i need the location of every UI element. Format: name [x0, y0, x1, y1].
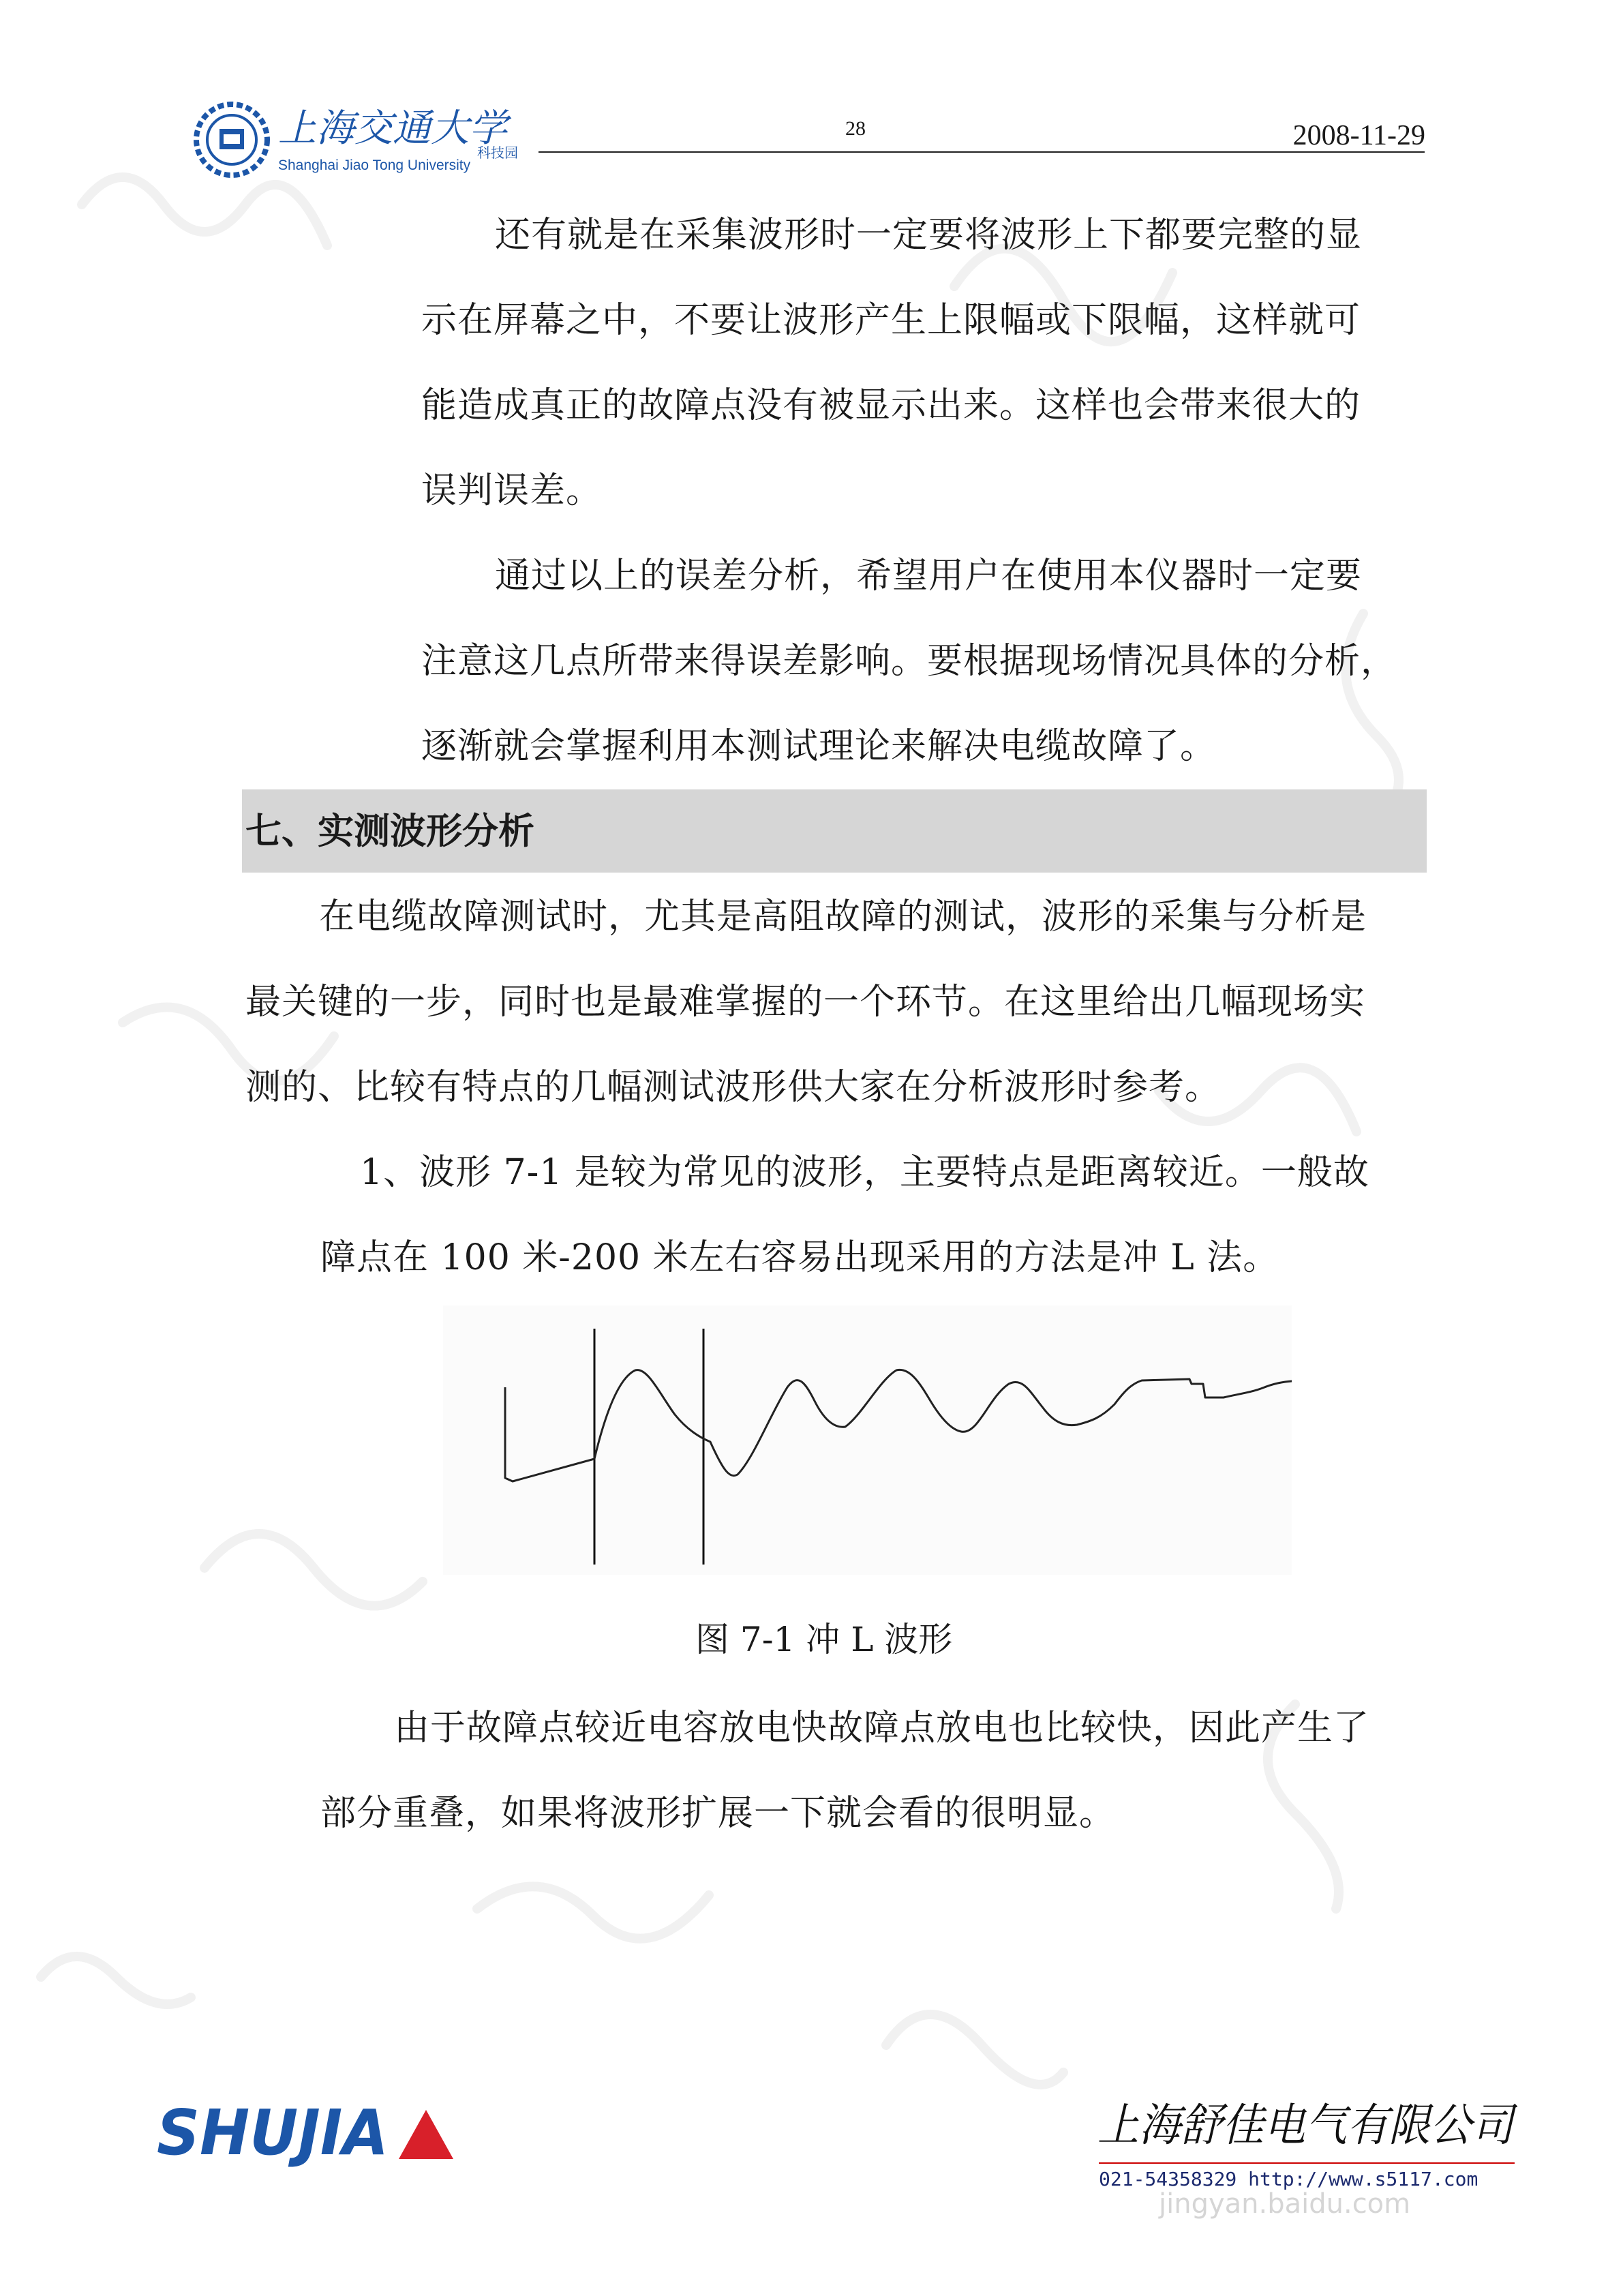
text-line: 测的、比较有特点的几幅测试波形供大家在分析波形时参考。	[245, 1067, 1222, 1108]
text-line: 在电缆故障测试时，尤其是高阻故障的测试，波形的采集与分析是	[319, 896, 1367, 937]
text-line: 障点在 100 米-200 米左右容易出现采用的方法是冲 L 法。	[320, 1237, 1279, 1278]
figure-7-1-waveform	[443, 1305, 1292, 1575]
triangle-icon	[399, 2110, 453, 2159]
text-line: 最关键的一步，同时也是最难掌握的一个环节。在这里给出几幅现场实	[245, 982, 1366, 1023]
figure-caption: 图 7-1 冲 L 波形	[695, 1620, 953, 1659]
svg-text:Shanghai Jiao Tong University: Shanghai Jiao Tong University	[278, 157, 471, 173]
text-line: 能造成真正的故障点没有被显示出来。这样也会带来很大的	[421, 385, 1361, 426]
section-title: 七、实测波形分析	[245, 811, 534, 852]
sjtu-logo	[191, 99, 552, 181]
paragraph-2	[421, 534, 1430, 789]
shujia-logo	[157, 2096, 457, 2171]
paragraph-3	[245, 875, 1431, 1130]
header-date: 2008-11-29	[1292, 120, 1425, 151]
svg-text:SHUJIA: SHUJIA	[157, 2096, 389, 2169]
company-contact: 021-54358329 http://www.s5117.com	[1099, 2168, 1478, 2190]
paragraph-1	[421, 193, 1430, 534]
text-line: 逐渐就会掌握利用本测试理论来解决电缆故障了。	[421, 726, 1217, 767]
text-line: 部分重叠，如果将波形扩展一下就会看的很明显。	[320, 1793, 1116, 1834]
text-line: 由于故障点较近电容放电快故障点放电也比较快，因此产生了	[394, 1708, 1370, 1749]
text-line: 注意这几点所带来得误差影响。要根据现场情况具体的分析，	[421, 641, 1397, 682]
baidu-watermark: jingyan.baidu.com	[1159, 2188, 1411, 2220]
paragraph-5	[320, 1686, 1431, 1856]
company-name-signature	[1097, 2086, 1520, 2168]
page-number: 28	[845, 117, 866, 140]
text-line: 还有就是在采集波形时一定要将波形上下都要完整的显	[495, 215, 1363, 256]
text-line: 示在屏幕之中，不要让波形产生上限幅或下限幅，这样就可	[421, 300, 1361, 341]
text-line: 通过以上的误差分析，希望用户在使用本仪器时一定要	[495, 556, 1363, 596]
sjtu-emblem-icon	[196, 104, 267, 175]
header-rule	[539, 151, 1425, 153]
svg-text:上海交通大学: 上海交通大学	[278, 106, 507, 151]
text-line: 误判误差。	[421, 470, 603, 511]
paragraph-4	[320, 1130, 1431, 1301]
text-line: 1、波形 7-1 是较为常见的波形，主要特点是距离较近。一般故	[360, 1152, 1369, 1193]
svg-text:科技园: 科技园	[477, 145, 518, 161]
svg-text:上海舒佳电气有限公司: 上海舒佳电气有限公司	[1097, 2099, 1518, 2151]
footer-rule	[1099, 2162, 1515, 2164]
